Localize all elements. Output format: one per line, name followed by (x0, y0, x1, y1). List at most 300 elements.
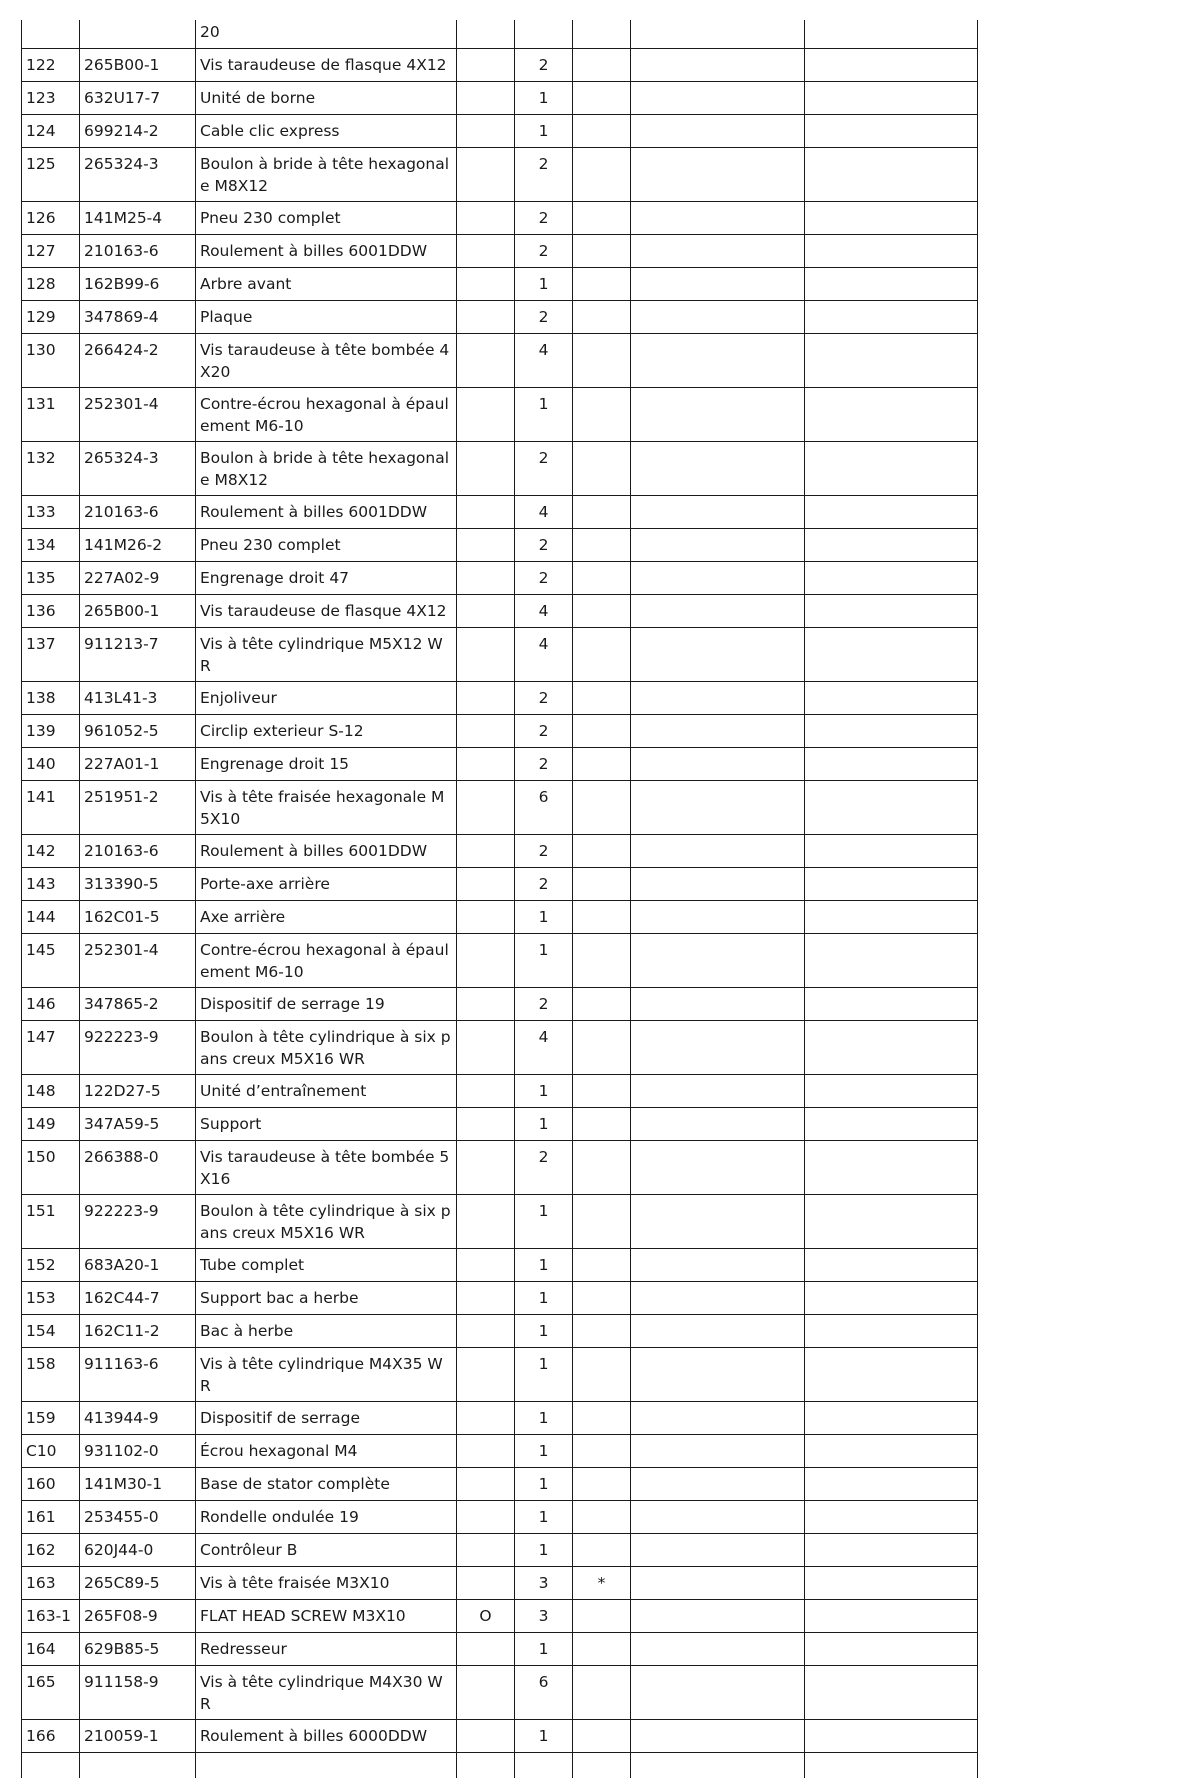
part-number-cell: 162C44-7 (80, 1282, 196, 1315)
quantity-cell: 1 (515, 1720, 573, 1753)
remark-cell (805, 595, 978, 628)
description-cell: Boulon à tête cylindrique à six pans creux M5X16 WR (196, 1021, 457, 1075)
description-cell: Axe arrière (196, 901, 457, 934)
mark-cell (573, 148, 631, 202)
part-number-cell: 347869-4 (80, 301, 196, 334)
item-number-cell: 147 (22, 1021, 80, 1075)
mark-cell (573, 82, 631, 115)
description-cell: Roulement à billes 6001DDW (196, 235, 457, 268)
note-cell (631, 1021, 805, 1075)
mark-cell (573, 1720, 631, 1753)
part-number-cell: 162B99-6 (80, 268, 196, 301)
note-cell (631, 1600, 805, 1633)
empty-cell (457, 1753, 515, 1778)
option-cell (457, 835, 515, 868)
description-cell: Cable clic express (196, 115, 457, 148)
option-cell (457, 748, 515, 781)
item-number-cell: 163-1 (22, 1600, 80, 1633)
item-number-cell: 122 (22, 49, 80, 82)
quantity-cell: 1 (515, 1195, 573, 1249)
option-cell (457, 1282, 515, 1315)
quantity-cell: 6 (515, 781, 573, 835)
quantity-cell: 2 (515, 562, 573, 595)
item-number-cell: 135 (22, 562, 80, 595)
remark-cell (805, 628, 978, 682)
mark-cell (573, 1600, 631, 1633)
note-cell (631, 1666, 805, 1720)
quantity-cell: 2 (515, 529, 573, 562)
quantity-cell: 1 (515, 1249, 573, 1282)
option-cell (457, 388, 515, 442)
description-cell: Boulon à bride à tête hexagonale M8X12 (196, 442, 457, 496)
note-cell (631, 868, 805, 901)
mark-cell (573, 1534, 631, 1567)
mark-cell (573, 202, 631, 235)
mark-cell (573, 835, 631, 868)
note-cell (631, 1282, 805, 1315)
note-cell (631, 781, 805, 835)
remark-cell (805, 268, 978, 301)
empty-cell (573, 1753, 631, 1778)
option-cell (457, 1108, 515, 1141)
option-cell (457, 1468, 515, 1501)
description-cell: Unité de borne (196, 82, 457, 115)
mark-cell (573, 1249, 631, 1282)
item-number-cell: 145 (22, 934, 80, 988)
part-number-cell (80, 20, 196, 49)
item-number-cell: 149 (22, 1108, 80, 1141)
part-number-cell: 162C11-2 (80, 1315, 196, 1348)
option-cell (457, 1315, 515, 1348)
note-cell (631, 988, 805, 1021)
description-cell: Engrenage droit 47 (196, 562, 457, 595)
mark-cell (573, 268, 631, 301)
option-cell (457, 1075, 515, 1108)
parts-table-body (22, 20, 978, 1778)
table-row (22, 901, 978, 934)
quantity-cell: 2 (515, 301, 573, 334)
description-cell: Support bac a herbe (196, 1282, 457, 1315)
part-number-cell: 265324-3 (80, 442, 196, 496)
table-row (22, 1600, 978, 1633)
quantity-cell: 1 (515, 1501, 573, 1534)
part-number-cell: 620J44-0 (80, 1534, 196, 1567)
item-number-cell: 123 (22, 82, 80, 115)
quantity-cell: 2 (515, 235, 573, 268)
table-row (22, 715, 978, 748)
remark-cell (805, 202, 978, 235)
mark-cell (573, 496, 631, 529)
part-number-cell: 347865-2 (80, 988, 196, 1021)
table-row (22, 682, 978, 715)
part-number-cell: 313390-5 (80, 868, 196, 901)
note-cell (631, 1468, 805, 1501)
note-cell (631, 148, 805, 202)
item-number-cell: 128 (22, 268, 80, 301)
description-cell: Arbre avant (196, 268, 457, 301)
table-row (22, 1567, 978, 1600)
item-number-cell: 161 (22, 1501, 80, 1534)
part-number-cell: 911213-7 (80, 628, 196, 682)
item-number-cell: 153 (22, 1282, 80, 1315)
description-cell: Vis à tête fraisée M3X10 (196, 1567, 457, 1600)
description-cell: Contrôleur B (196, 1534, 457, 1567)
table-row (22, 529, 978, 562)
continuation-row (22, 20, 978, 49)
table-row (22, 268, 978, 301)
description-cell: Engrenage droit 15 (196, 748, 457, 781)
note-cell (631, 1249, 805, 1282)
empty-cell (80, 1753, 196, 1778)
mark-cell (573, 1633, 631, 1666)
item-number-cell: 150 (22, 1141, 80, 1195)
note-cell (631, 934, 805, 988)
quantity-cell: 2 (515, 682, 573, 715)
quantity-cell: 2 (515, 49, 573, 82)
table-row (22, 835, 978, 868)
quantity-cell: 1 (515, 1282, 573, 1315)
table-row (22, 1249, 978, 1282)
option-cell (457, 20, 515, 49)
quantity-cell: 1 (515, 268, 573, 301)
remark-cell (805, 1534, 978, 1567)
remark-cell (805, 235, 978, 268)
quantity-cell: 2 (515, 988, 573, 1021)
mark-cell (573, 20, 631, 49)
quantity-cell: 1 (515, 1348, 573, 1402)
table-row (22, 868, 978, 901)
part-number-cell: 922223-9 (80, 1195, 196, 1249)
empty-cell (805, 1753, 978, 1778)
option-cell (457, 442, 515, 496)
quantity-cell: 2 (515, 148, 573, 202)
note-cell (631, 1567, 805, 1600)
quantity-cell: 1 (515, 115, 573, 148)
table-row (22, 1282, 978, 1315)
quantity-cell: 1 (515, 934, 573, 988)
remark-cell (805, 988, 978, 1021)
description-cell: Tube complet (196, 1249, 457, 1282)
part-number-cell: 911158-9 (80, 1666, 196, 1720)
part-number-cell: 227A02-9 (80, 562, 196, 595)
part-number-cell: 162C01-5 (80, 901, 196, 934)
table-row (22, 442, 978, 496)
part-number-cell: 632U17-7 (80, 82, 196, 115)
parts-table (21, 20, 978, 1778)
remark-cell (805, 1600, 978, 1633)
remark-cell (805, 1666, 978, 1720)
description-cell: Vis taraudeuse à tête bombée 4X20 (196, 334, 457, 388)
table-row (22, 1315, 978, 1348)
description-cell: Dispositif de serrage (196, 1402, 457, 1435)
mark-cell (573, 715, 631, 748)
note-cell (631, 334, 805, 388)
remark-cell (805, 20, 978, 49)
note-cell (631, 20, 805, 49)
part-number-cell: 265C89-5 (80, 1567, 196, 1600)
note-cell (631, 1075, 805, 1108)
option-cell (457, 1402, 515, 1435)
item-number-cell: 159 (22, 1402, 80, 1435)
item-number-cell: C10 (22, 1435, 80, 1468)
description-cell: Dispositif de serrage 19 (196, 988, 457, 1021)
remark-cell (805, 901, 978, 934)
mark-cell (573, 748, 631, 781)
table-row (22, 1348, 978, 1402)
mark-cell (573, 682, 631, 715)
table-row (22, 595, 978, 628)
table-row (22, 496, 978, 529)
quantity-cell: 1 (515, 1402, 573, 1435)
empty-row (22, 1753, 978, 1778)
quantity-cell: 1 (515, 1468, 573, 1501)
part-number-cell: 266424-2 (80, 334, 196, 388)
mark-cell (573, 49, 631, 82)
option-cell (457, 781, 515, 835)
quantity-cell: 1 (515, 1633, 573, 1666)
mark-cell (573, 334, 631, 388)
mark-cell (573, 1021, 631, 1075)
table-row (22, 235, 978, 268)
remark-cell (805, 496, 978, 529)
mark-cell (573, 988, 631, 1021)
part-number-cell: 683A20-1 (80, 1249, 196, 1282)
part-number-cell: 265B00-1 (80, 49, 196, 82)
description-cell: Bac à herbe (196, 1315, 457, 1348)
table-row (22, 748, 978, 781)
item-number-cell: 136 (22, 595, 80, 628)
quantity-cell: 1 (515, 901, 573, 934)
remark-cell (805, 715, 978, 748)
remark-cell (805, 1468, 978, 1501)
part-number-cell: 210163-6 (80, 835, 196, 868)
option-cell (457, 1633, 515, 1666)
option-cell: O (457, 1600, 515, 1633)
mark-cell (573, 1195, 631, 1249)
item-number-cell: 130 (22, 334, 80, 388)
item-number-cell: 144 (22, 901, 80, 934)
mark-cell (573, 562, 631, 595)
option-cell (457, 1195, 515, 1249)
option-cell (457, 1666, 515, 1720)
part-number-cell: 210163-6 (80, 235, 196, 268)
description-cell: Contre-écrou hexagonal à épaulement M6-10 (196, 388, 457, 442)
note-cell (631, 301, 805, 334)
description-cell: Plaque (196, 301, 457, 334)
remark-cell (805, 562, 978, 595)
table-row (22, 1468, 978, 1501)
remark-cell (805, 1282, 978, 1315)
part-number-cell: 251951-2 (80, 781, 196, 835)
table-row (22, 1402, 978, 1435)
item-number-cell: 141 (22, 781, 80, 835)
item-number-cell: 140 (22, 748, 80, 781)
item-number-cell: 139 (22, 715, 80, 748)
mark-cell (573, 388, 631, 442)
description-cell: Circlip exterieur S-12 (196, 715, 457, 748)
note-cell (631, 1315, 805, 1348)
note-cell (631, 595, 805, 628)
option-cell (457, 82, 515, 115)
table-row (22, 49, 978, 82)
note-cell (631, 82, 805, 115)
part-number-cell: 347A59-5 (80, 1108, 196, 1141)
remark-cell (805, 388, 978, 442)
note-cell (631, 1348, 805, 1402)
item-number-cell: 148 (22, 1075, 80, 1108)
description-cell: Porte-axe arrière (196, 868, 457, 901)
part-number-cell: 210163-6 (80, 496, 196, 529)
note-cell (631, 1108, 805, 1141)
option-cell (457, 1534, 515, 1567)
part-number-cell: 265B00-1 (80, 595, 196, 628)
mark-cell (573, 1435, 631, 1468)
option-cell (457, 715, 515, 748)
table-row (22, 115, 978, 148)
quantity-cell: 4 (515, 334, 573, 388)
item-number-cell: 138 (22, 682, 80, 715)
part-number-cell: 252301-4 (80, 934, 196, 988)
item-number-cell (22, 20, 80, 49)
mark-cell (573, 442, 631, 496)
remark-cell (805, 1402, 978, 1435)
note-cell (631, 1402, 805, 1435)
part-number-cell: 141M26-2 (80, 529, 196, 562)
table-row (22, 1633, 978, 1666)
mark-cell (573, 901, 631, 934)
option-cell (457, 1567, 515, 1600)
empty-cell (22, 1753, 80, 1778)
note-cell (631, 388, 805, 442)
option-cell (457, 1141, 515, 1195)
option-cell (457, 1348, 515, 1402)
option-cell (457, 901, 515, 934)
part-number-cell: 266388-0 (80, 1141, 196, 1195)
remark-cell (805, 529, 978, 562)
table-row (22, 301, 978, 334)
table-row (22, 148, 978, 202)
remark-cell (805, 1501, 978, 1534)
remark-cell (805, 1195, 978, 1249)
note-cell (631, 529, 805, 562)
part-number-cell: 629B85-5 (80, 1633, 196, 1666)
remark-cell (805, 115, 978, 148)
mark-cell (573, 1141, 631, 1195)
remark-cell (805, 748, 978, 781)
description-cell: Base de stator complète (196, 1468, 457, 1501)
table-row (22, 988, 978, 1021)
note-cell (631, 115, 805, 148)
item-number-cell: 126 (22, 202, 80, 235)
quantity-cell (515, 20, 573, 49)
part-number-cell: 265324-3 (80, 148, 196, 202)
part-number-cell: 227A01-1 (80, 748, 196, 781)
quantity-cell: 2 (515, 202, 573, 235)
table-row (22, 1108, 978, 1141)
option-cell (457, 562, 515, 595)
remark-cell (805, 1141, 978, 1195)
empty-cell (631, 1753, 805, 1778)
description-cell: 20 (196, 20, 457, 49)
note-cell (631, 496, 805, 529)
description-cell: Roulement à billes 6001DDW (196, 835, 457, 868)
table-row (22, 934, 978, 988)
part-number-cell: 931102-0 (80, 1435, 196, 1468)
item-number-cell: 160 (22, 1468, 80, 1501)
mark-cell (573, 1075, 631, 1108)
item-number-cell: 129 (22, 301, 80, 334)
description-cell: Roulement à billes 6000DDW (196, 1720, 457, 1753)
quantity-cell: 3 (515, 1600, 573, 1633)
part-number-cell: 922223-9 (80, 1021, 196, 1075)
option-cell (457, 529, 515, 562)
table-row (22, 82, 978, 115)
part-number-cell: 413L41-3 (80, 682, 196, 715)
quantity-cell: 4 (515, 595, 573, 628)
remark-cell (805, 148, 978, 202)
table-row (22, 1195, 978, 1249)
mark-cell (573, 115, 631, 148)
option-cell (457, 496, 515, 529)
mark-cell (573, 628, 631, 682)
note-cell (631, 202, 805, 235)
remark-cell (805, 1075, 978, 1108)
quantity-cell: 2 (515, 442, 573, 496)
note-cell (631, 901, 805, 934)
option-cell (457, 49, 515, 82)
remark-cell (805, 1633, 978, 1666)
item-number-cell: 166 (22, 1720, 80, 1753)
empty-cell (515, 1753, 573, 1778)
mark-cell (573, 868, 631, 901)
option-cell (457, 1720, 515, 1753)
note-cell (631, 1633, 805, 1666)
remark-cell (805, 1249, 978, 1282)
description-cell: Vis taraudeuse de flasque 4X12 (196, 49, 457, 82)
table-row (22, 202, 978, 235)
option-cell (457, 1501, 515, 1534)
item-number-cell: 165 (22, 1666, 80, 1720)
remark-cell (805, 682, 978, 715)
item-number-cell: 164 (22, 1633, 80, 1666)
note-cell (631, 49, 805, 82)
table-row (22, 628, 978, 682)
remark-cell (805, 781, 978, 835)
item-number-cell: 131 (22, 388, 80, 442)
mark-cell (573, 1315, 631, 1348)
remark-cell (805, 1348, 978, 1402)
description-cell: Enjoliveur (196, 682, 457, 715)
remark-cell (805, 301, 978, 334)
description-cell: Rondelle ondulée 19 (196, 1501, 457, 1534)
note-cell (631, 268, 805, 301)
note-cell (631, 715, 805, 748)
quantity-cell: 4 (515, 496, 573, 529)
description-cell: Vis taraudeuse à tête bombée 5X16 (196, 1141, 457, 1195)
item-number-cell: 162 (22, 1534, 80, 1567)
remark-cell (805, 82, 978, 115)
note-cell (631, 628, 805, 682)
table-row (22, 781, 978, 835)
mark-cell (573, 595, 631, 628)
remark-cell (805, 934, 978, 988)
remark-cell (805, 49, 978, 82)
quantity-cell: 2 (515, 868, 573, 901)
item-number-cell: 125 (22, 148, 80, 202)
item-number-cell: 146 (22, 988, 80, 1021)
mark-cell (573, 1282, 631, 1315)
table-row (22, 1534, 978, 1567)
